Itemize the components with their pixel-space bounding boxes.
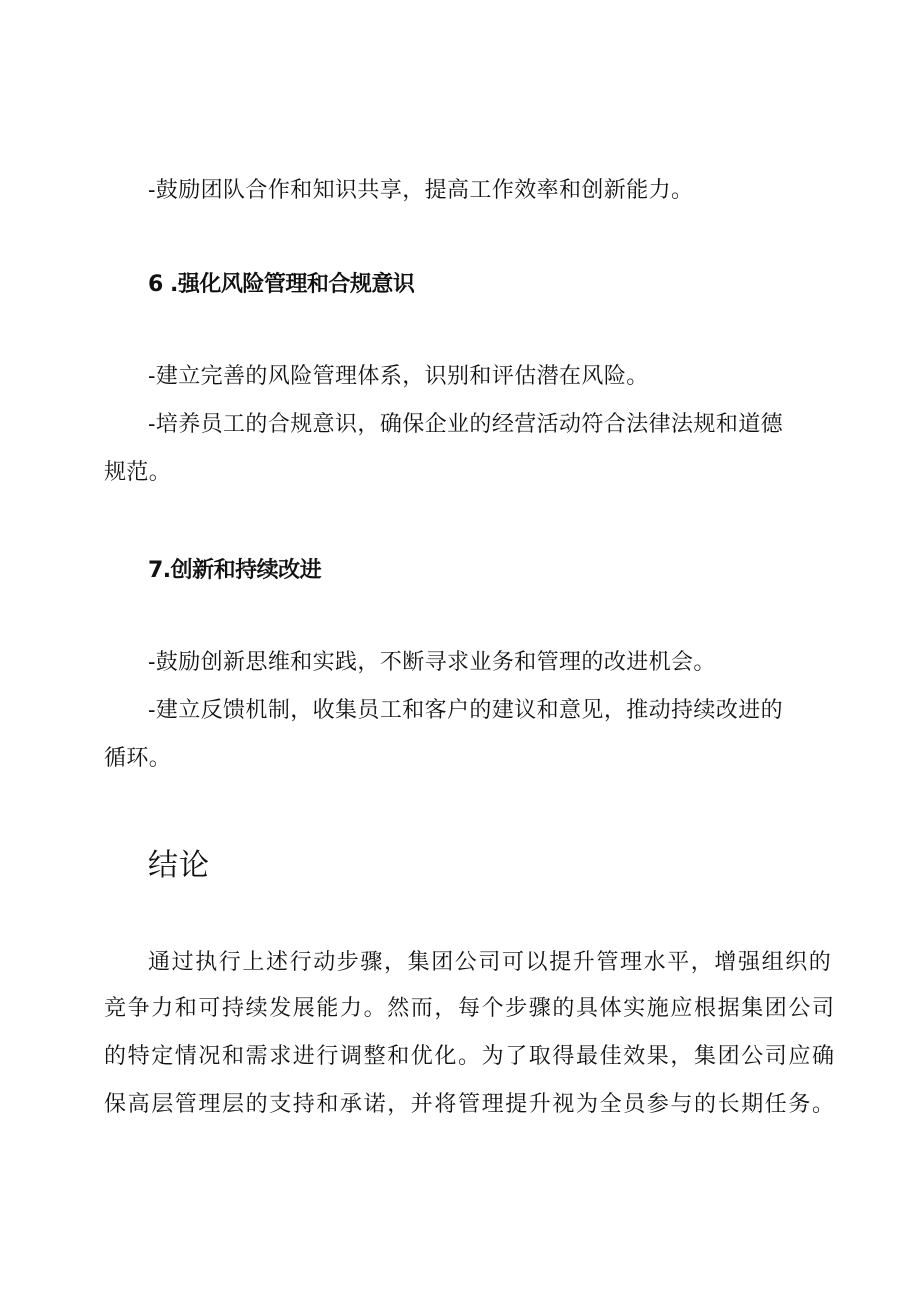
bullet-teamwork: -鼓励团队合作和知识共享，提高工作效率和创新能力。 [148,178,694,203]
bullet-feedback-line2: 循环。 [104,746,172,771]
bullet-innovation: -鼓励创新思维和实践，不断寻求业务和管理的改进机会。 [148,650,716,675]
section-7-heading: 7.创新和持续改进 [148,558,322,583]
conclusion-title: 结论 [148,848,210,883]
bullet-risk-system: -建立完善的风险管理体系，识别和评估潜在风险。 [148,364,649,389]
section-6-heading: 6 .强化风险管理和合规意识 [148,272,415,297]
conclusion-line-1: 通过执行上述行动步骤，集团公司可以提升管理水平，增强组织的 [148,950,833,975]
conclusion-line-3: 的特定情况和需求进行调整和优化。为了取得最佳效果，集团公司应确 [104,1044,836,1069]
conclusion-line-4: 保高层管理层的支持和承诺，并将管理提升视为全员参与的长期任务。 [104,1092,836,1117]
bullet-feedback-line1: -建立反馈机制，收集员工和客户的建议和意见，推动持续改进的 [148,698,784,723]
bullet-compliance-line2: 规范。 [104,460,172,485]
conclusion-line-2: 竞争力和可持续发展能力。然而，每个步骤的具体实施应根据集团公司 [104,996,836,1021]
bullet-compliance-line1: -培养员工的合规意识，确保企业的经营活动符合法律法规和道德 [148,412,784,437]
